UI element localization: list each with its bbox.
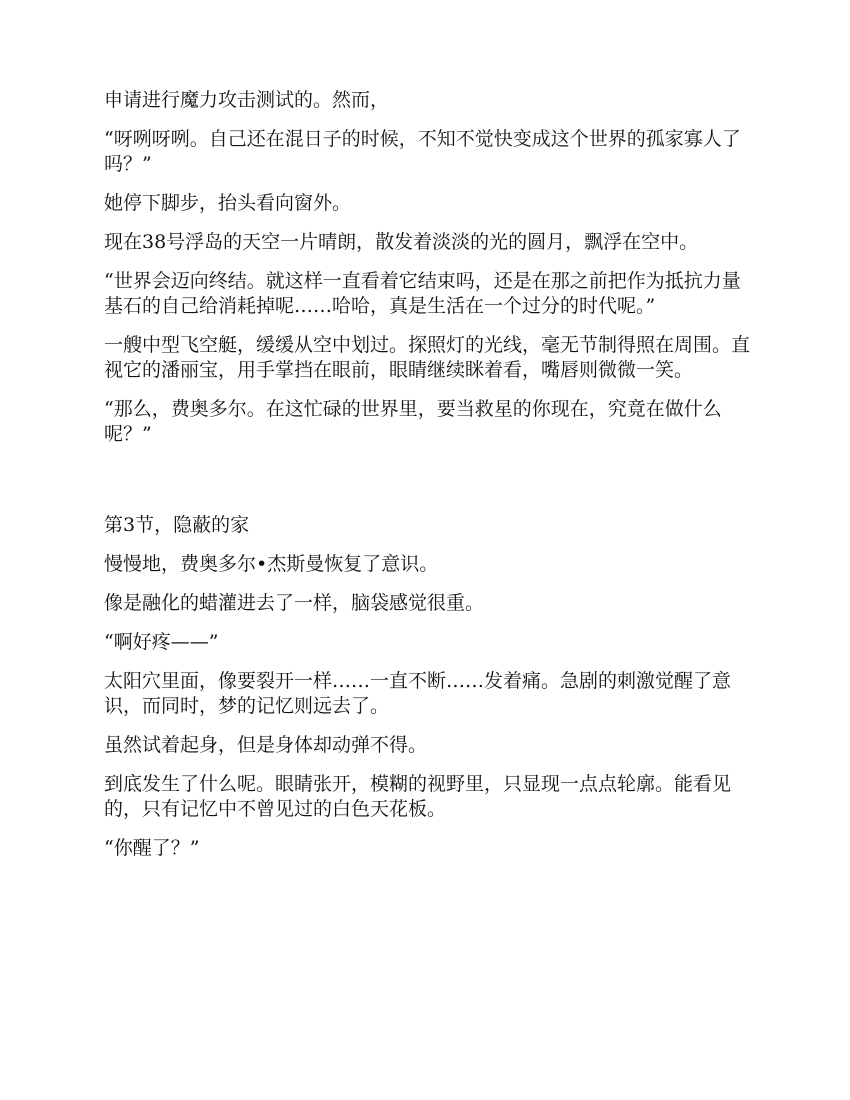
paragraph: “啊好疼——” bbox=[104, 631, 219, 653]
paragraph: 她停下脚步，抬头看向窗外。 bbox=[104, 192, 352, 214]
paragraph: 申请进行魔力攻击测试的。然而， bbox=[104, 89, 390, 111]
paragraph: 太阳穴里面，像要裂开一样……一直不断……发着痛。急剧的刺激觉醒了意识，而同时，梦的记忆则远去了。 bbox=[104, 670, 732, 717]
paragraph: 像是融化的蜡灌进去了一样，脑袋感觉很重。 bbox=[104, 592, 485, 614]
paragraph: 一艘中型飞空艇，缓缓从空中划过。探照灯的光线，毫无节制得照在周围。直视它的潘丽宝，用手掌挡在眼前，眼睛继续眯着看，嘴唇则微微一笑。 bbox=[104, 334, 751, 381]
paragraph: “呀咧呀咧。自己还在混日子的时候，不知不觉快变成这个世界的孤家寡人了吗？” bbox=[104, 128, 741, 175]
paragraph: 慢慢地，费奥多尔•杰斯曼恢复了意识。 bbox=[104, 553, 439, 575]
paragraph: 虽然试着起身，但是身体却动弹不得。 bbox=[104, 734, 428, 756]
paragraph: “世界会迈向终结。就这样一直看着它结束吗，还是在那之前把作为抵抗力量基石的自己给消耗掉呢……哈哈，真是生活在一个过分的时代呢。” bbox=[104, 270, 741, 317]
document-page bbox=[104, 88, 754, 875]
paragraph: “你醒了？” bbox=[104, 837, 200, 859]
paragraph: 到底发生了什么呢。眼睛张开，模糊的视野里，只显现一点点轮廓。能看见的，只有记忆中不曾见过的白色天花板。 bbox=[104, 773, 732, 820]
paragraph: “那么，费奥多尔。在这忙碌的世界里，要当救星的你现在，究竟在做什么呢？” bbox=[104, 398, 722, 445]
paragraph: 现在38号浮岛的天空一片晴朗，散发着淡淡的光的圆月，飘浮在空中。 bbox=[104, 231, 699, 253]
section-title: 第3节，隐蔽的家 bbox=[104, 514, 250, 536]
